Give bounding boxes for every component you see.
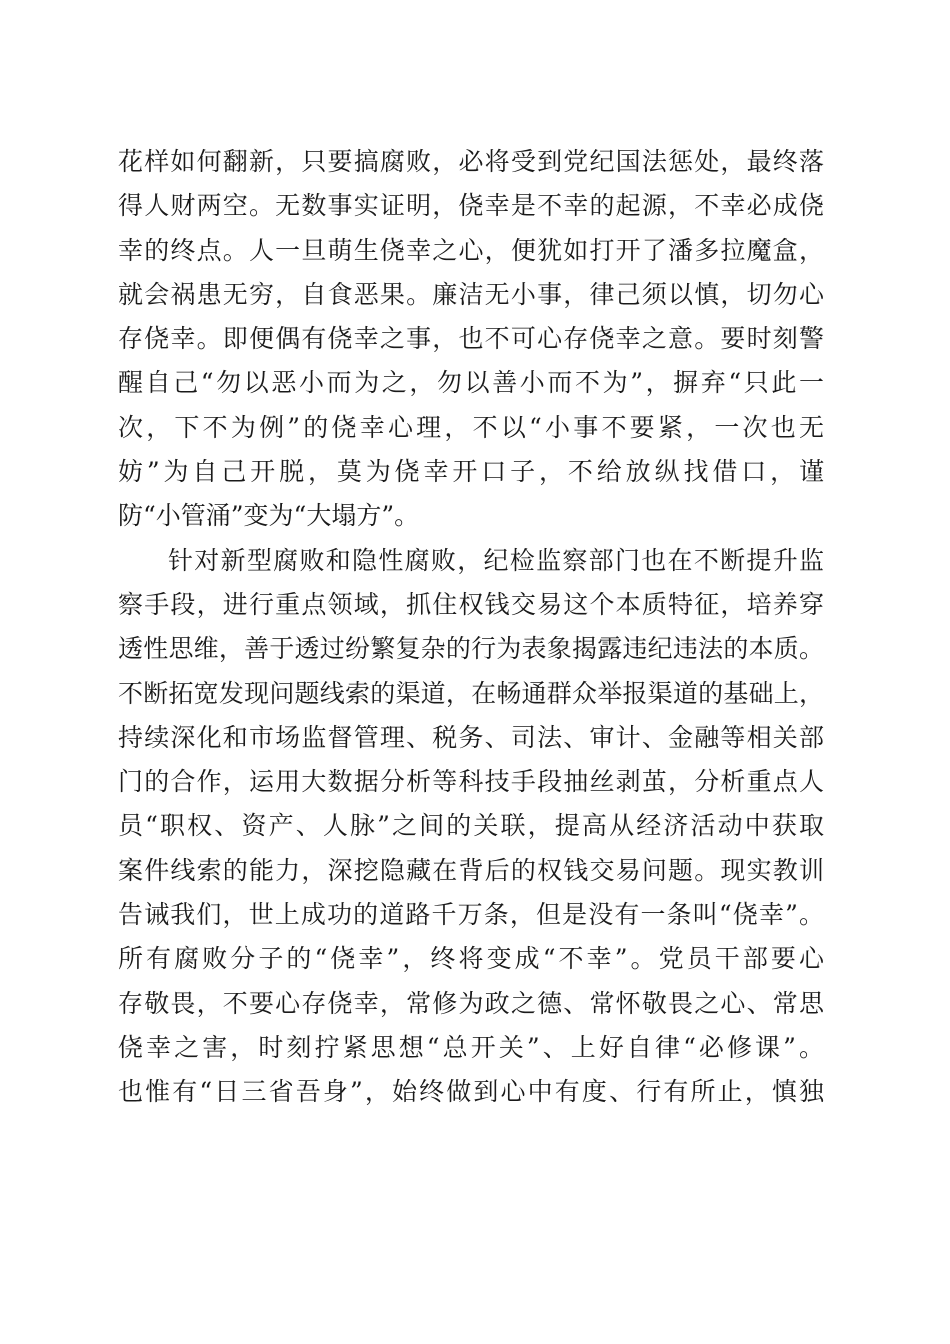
document-body	[118, 140, 838, 1115]
paragraph-2-line-13: 也惟有“日三省吾身”，始终做到心中有度、行有所止，慎独	[118, 1077, 824, 1107]
paragraph-2-line-9: 告诫我们，世上成功的道路千万条，但是没有一条叫“侥幸”。	[118, 900, 824, 930]
paragraph-1-line-9: 防“小管涌”变为“大塌方”。	[118, 501, 420, 531]
paragraph-1-line-4: 就会祸患无穷，自食恶果。廉洁无小事，律己须以慎，切勿心	[118, 279, 824, 309]
paragraph-2-line-10: 所有腐败分子的“侥幸”，终将变成“不幸”。党员干部要心	[118, 944, 824, 974]
paragraph-1-line-7: 次，下不为例”的侥幸心理，不以“小事不要紧，一次也无	[118, 412, 824, 442]
paragraph-1-line-6: 醒自己“勿以恶小而为之，勿以善小而不为”，摒弃“只此一	[118, 368, 824, 398]
paragraph-2-line-1: 针对新型腐败和隐性腐败，纪检监察部门也在不断提升监	[168, 545, 824, 575]
paragraph-2-line-3: 透性思维，善于透过纷繁复杂的行为表象揭露违纪违法的本质。	[118, 634, 824, 664]
paragraph-2-line-4: 不断拓宽发现问题线索的渠道，在畅通群众举报渠道的基础上，	[118, 678, 824, 708]
paragraph-1-line-3: 幸的终点。人一旦萌生侥幸之心，便犹如打开了潘多拉魔盒，	[118, 235, 824, 265]
paragraph-1-line-5: 存侥幸。即便偶有侥幸之事，也不可心存侥幸之意。要时刻警	[118, 324, 824, 354]
paragraph-2-line-5: 持续深化和市场监督管理、税务、司法、审计、金融等相关部	[118, 722, 824, 752]
paragraph-2-line-2: 察手段，进行重点领域，抓住权钱交易这个本质特征，培养穿	[118, 589, 824, 619]
paragraph-1-line-8: 妨”为自己开脱，莫为侥幸开口子，不给放纵找借口，谨	[118, 457, 824, 487]
paragraph-2-line-6: 门的合作，运用大数据分析等科技手段抽丝剥茧，分析重点人	[118, 767, 824, 797]
paragraph-1-line-2: 得人财两空。无数事实证明，侥幸是不幸的起源，不幸必成侥	[118, 191, 824, 221]
paragraph-2-line-12: 侥幸之害，时刻拧紧思想“总开关”、上好自律“必修课”。	[118, 1032, 824, 1062]
paragraph-2-line-11: 存敬畏，不要心存侥幸，常修为政之德、常怀敬畏之心、常思	[118, 988, 824, 1018]
paragraph-2-line-7: 员“职权、资产、人脉”之间的关联，提高从经济活动中获取	[118, 811, 824, 841]
paragraph-2-line-8: 案件线索的能力，深挖隐藏在背后的权钱交易问题。现实教训	[118, 855, 824, 885]
paragraph-1-line-1: 花样如何翻新，只要搞腐败，必将受到党纪国法惩处，最终落	[118, 147, 824, 176]
